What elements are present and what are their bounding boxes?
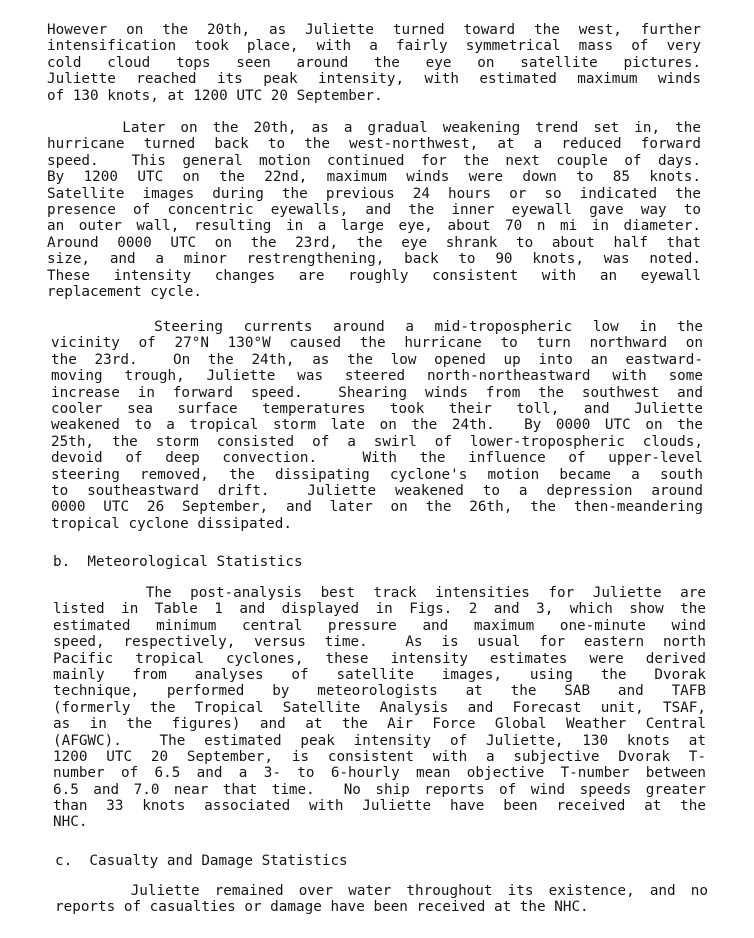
text-line: Juliette remained over water throughout its existence, and no bbox=[55, 883, 708, 899]
text-line: These intensity changes are roughly consistent with an eyewall bbox=[47, 267, 701, 284]
section-heading-casualty-damage-statistics: c. Casualty and Damage Statistics bbox=[55, 853, 348, 869]
text-line: estimated minimum central pressure and maximum one-minute wind bbox=[53, 617, 706, 634]
text-line: Steering currents around a mid-tropospheric low in the bbox=[51, 319, 703, 335]
paragraph-meteorological-statistics bbox=[53, 585, 706, 831]
text-line: moving trough, Juliette was steered north-northeastward with some bbox=[51, 368, 703, 385]
text-line: However on the 20th, as Juliette turned toward the west, further bbox=[47, 22, 701, 38]
text-line: 25th, the storm consisted of a swirl of lower-tropospheric clouds, bbox=[51, 433, 703, 450]
text-line: 0000 UTC 26 September, and later on the 26th, the then-meandering bbox=[51, 499, 703, 516]
text-line: intensification took place, with a fairly symmetrical mass of very bbox=[47, 38, 701, 55]
text-line: Later on the 20th, as a gradual weakening trend set in, the bbox=[47, 120, 701, 136]
text-line: Pacific tropical cyclones, these intensity estimates were derived bbox=[53, 650, 706, 667]
text-line: Around 0000 UTC on the 23rd, the eye shrank to about half that bbox=[47, 234, 701, 251]
text-line: cold cloud tops seen around the eye on satellite pictures. bbox=[47, 54, 701, 71]
text-line: number of 6.5 and a 3- to 6-hourly mean objective T-number between bbox=[53, 765, 706, 782]
text-line: cooler sea surface temperatures took their toll, and Juliette bbox=[51, 400, 703, 417]
text-line: 6.5 and 7.0 near that time. No ship reports of wind speeds greater bbox=[53, 781, 706, 798]
text-line: The post-analysis best track intensities for Juliette are bbox=[53, 585, 706, 601]
text-line: NHC. bbox=[53, 814, 88, 831]
text-line: increase in forward speed. Shearing winds from the southwest and bbox=[51, 384, 703, 401]
section-heading-meteorological-statistics: b. Meteorological Statistics bbox=[53, 554, 303, 570]
text-line: speed. This general motion continued for the next couple of days. bbox=[47, 152, 701, 169]
text-line: mainly from analyses of satellite images, using the Dvorak bbox=[53, 666, 706, 683]
text-line: (formerly the Tropical Satellite Analysis and Forecast unit, TSAF, bbox=[53, 699, 706, 716]
text-line: to southeastward drift. Juliette weakened to a depression around bbox=[51, 482, 703, 499]
text-line: (AFGWC). The estimated peak intensity of Juliette, 130 knots at bbox=[53, 732, 706, 749]
text-line: steering removed, the dissipating cyclone's motion became a south bbox=[51, 466, 703, 483]
text-line: 1200 UTC 20 September, is consistent with a subjective Dvorak T- bbox=[53, 748, 706, 765]
paragraph-weakening bbox=[47, 120, 701, 300]
paragraph-casualty-damage bbox=[55, 883, 708, 916]
text-line: weakened to a tropical storm late on the 24th. By 0000 UTC on the bbox=[51, 417, 703, 434]
text-line: tropical cyclone dissipated. bbox=[51, 515, 293, 532]
text-line: replacement cycle. bbox=[47, 283, 202, 300]
text-line: an outer wall, resulting in a large eye, about 70 n mi in diameter. bbox=[47, 218, 701, 235]
text-line: vicinity of 27°N 130°W caused the hurricane to turn northward on bbox=[51, 335, 703, 352]
text-line: than 33 knots associated with Juliette have been received at the bbox=[53, 798, 706, 815]
text-line: as in the figures) and at the Air Force Global Weather Central bbox=[53, 716, 706, 733]
text-line: devoid of deep convection. With the influence of upper-level bbox=[51, 450, 703, 467]
text-line: of 130 knots, at 1200 UTC 20 September. bbox=[47, 87, 383, 104]
text-line: listed in Table 1 and displayed in Figs. 2 and 3, which show the bbox=[53, 601, 706, 618]
text-line: reports of casualties or damage have been received at the NHC. bbox=[55, 899, 589, 916]
paragraph-steering-currents bbox=[51, 319, 703, 532]
text-line: speed, respectively, versus time. As is usual for eastern north bbox=[53, 634, 706, 651]
paragraph-peak-intensity bbox=[47, 22, 701, 104]
text-line: presence of concentric eyewalls, and the inner eyewall gave way to bbox=[47, 201, 701, 218]
text-line: hurricane turned back to the west-northwest, at a reduced forward bbox=[47, 136, 701, 153]
text-line: size, and a minor restrengthening, back to 90 knots, was noted. bbox=[47, 251, 701, 268]
text-line: the 23rd. On the 24th, as the low opened up into an eastward- bbox=[51, 351, 703, 368]
text-line: By 1200 UTC on the 22nd, maximum winds were down to 85 knots. bbox=[47, 169, 701, 186]
text-line: Satellite images during the previous 24 hours or so indicated the bbox=[47, 185, 701, 202]
text-line: Juliette reached its peak intensity, with estimated maximum winds bbox=[47, 71, 701, 88]
text-line: technique, performed by meteorologists at the SAB and TAFB bbox=[53, 683, 706, 700]
